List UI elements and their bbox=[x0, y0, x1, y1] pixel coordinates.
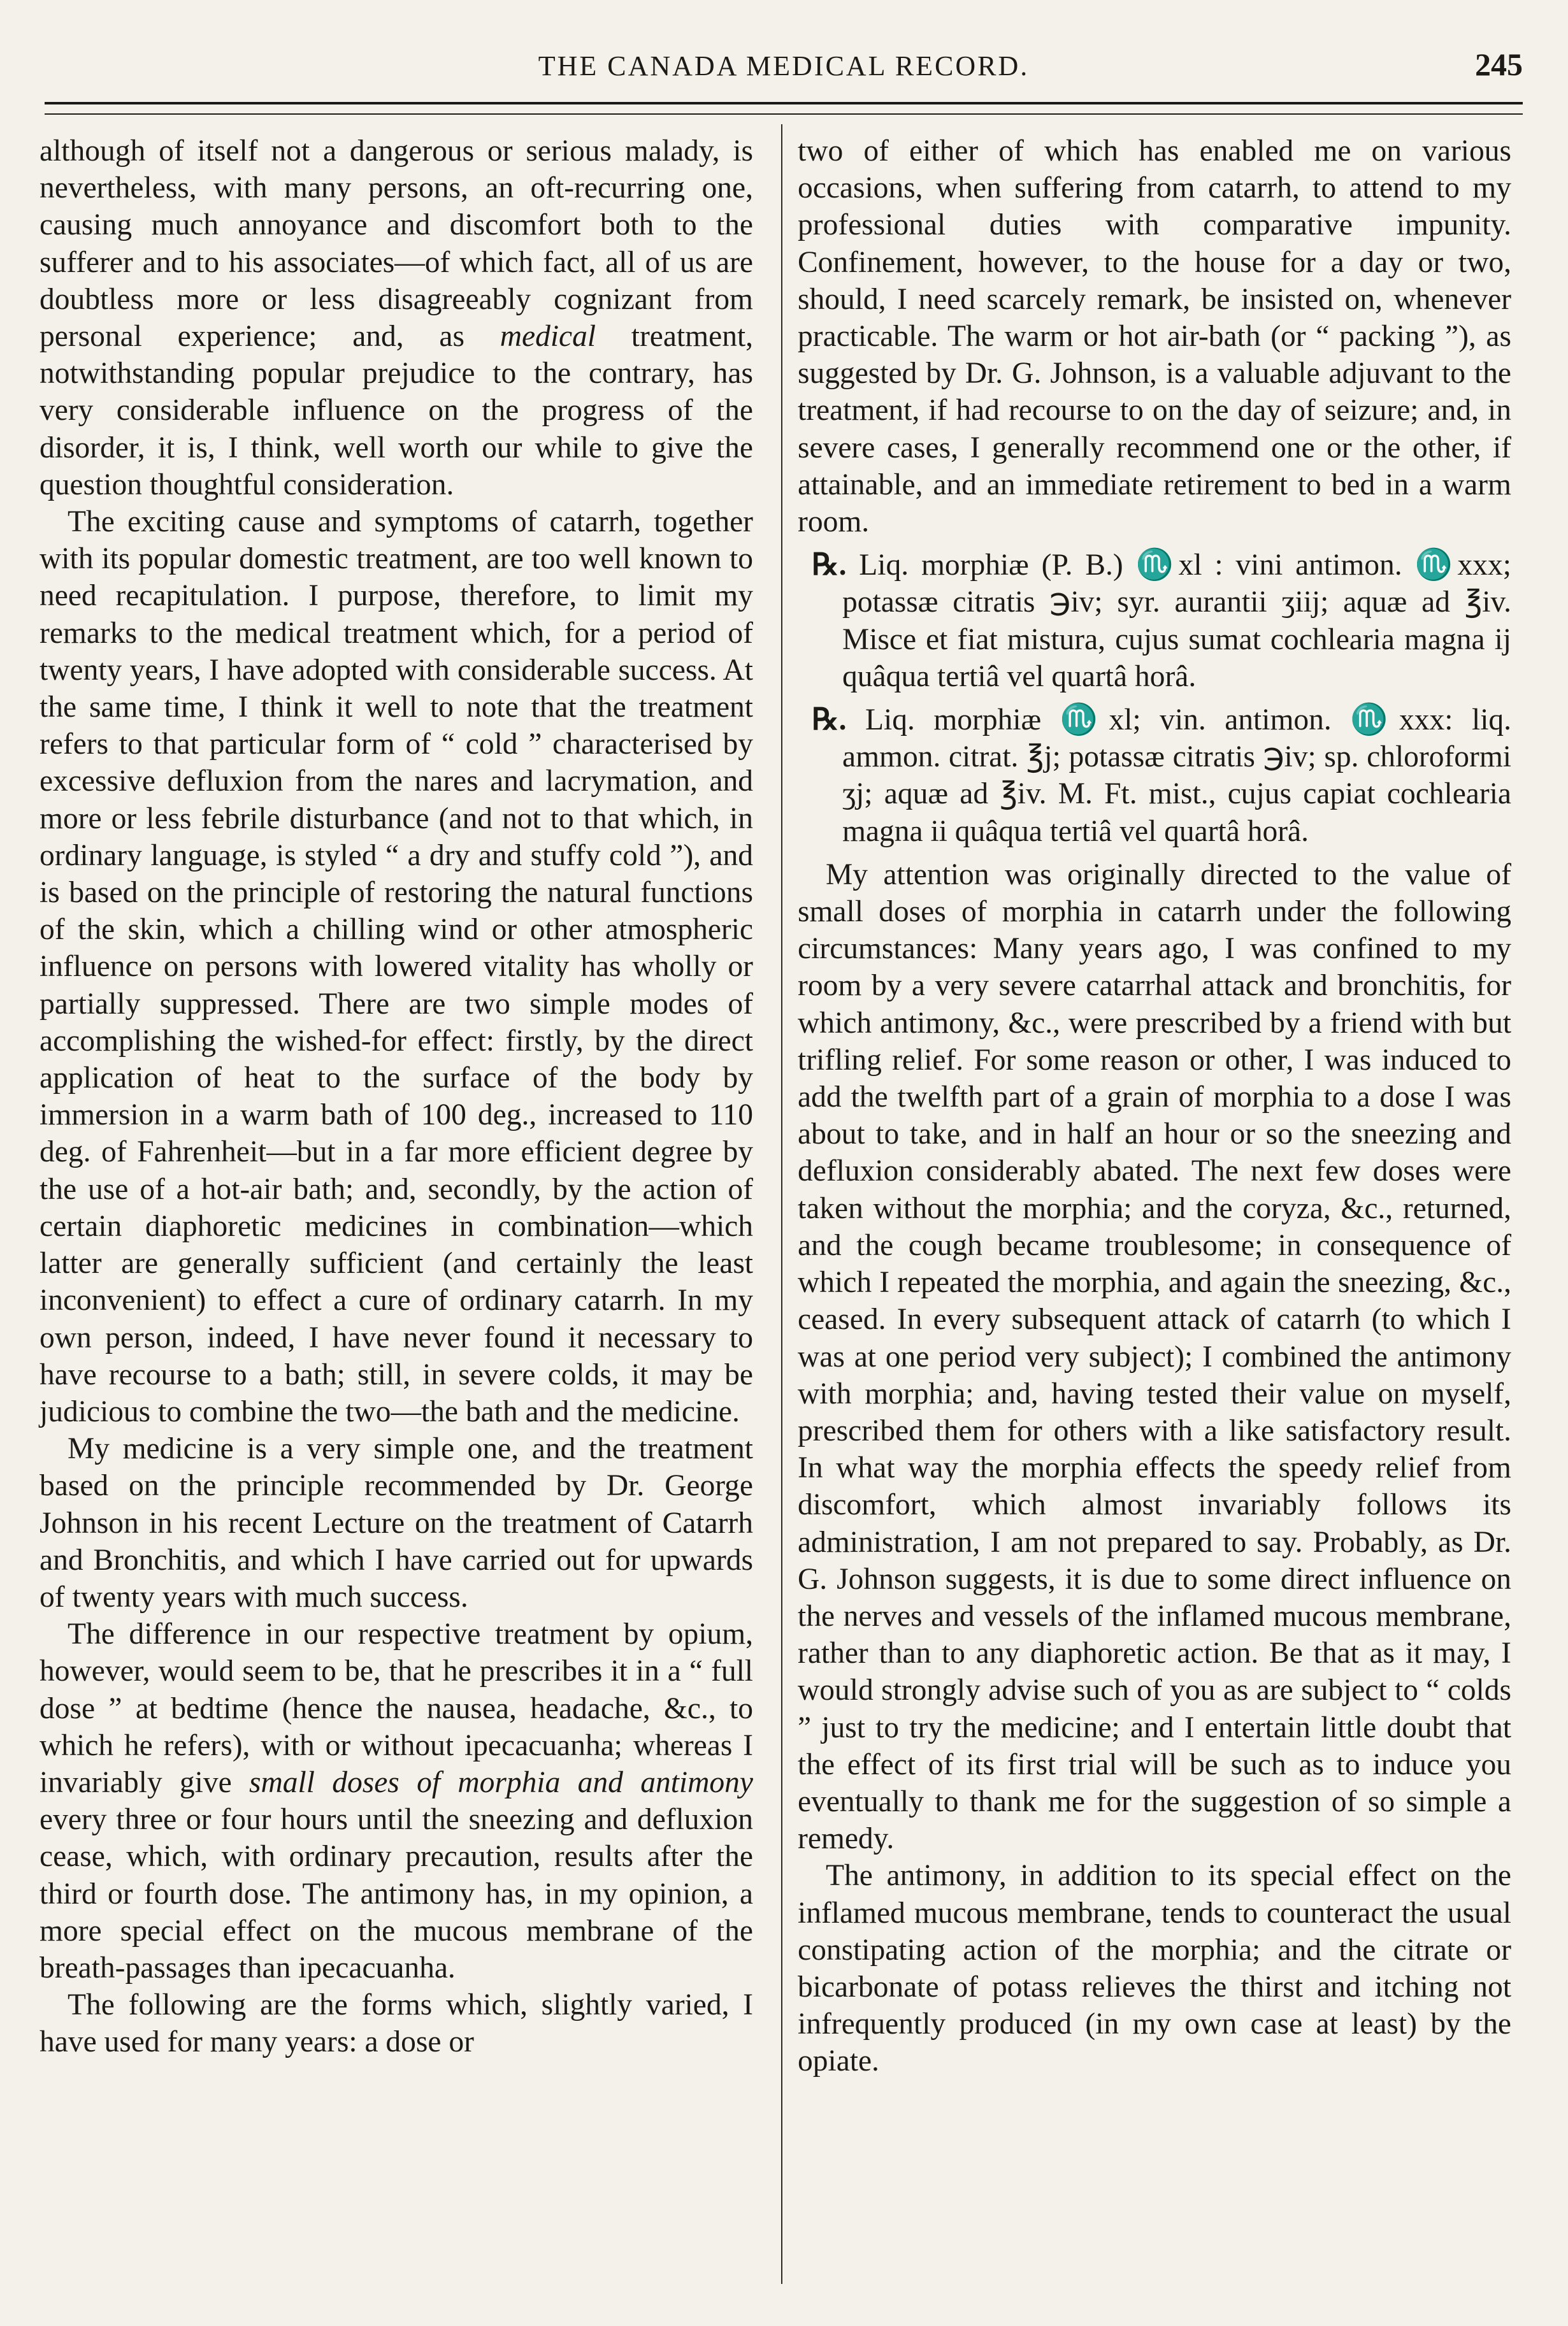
right-column bbox=[798, 133, 1511, 2080]
running-title: THE CANADA MEDICAL RECORD. bbox=[538, 50, 1030, 82]
left-paragraph-1: although of itself not a dangerous or serious malady, is nevertheless, with many persons, an oft-recurring one, causing much annoyance and discomfort both to the sufferer and to his associates—of which fact, all of us are doubtless more or less disagreeably cognizant from personal experience; and, as medical treatment, notwithstanding popular prejudice to the contrary, has very considerable influence on the progress of the disorder, it is, I think, well worth our while to give the question thoughtful consideration. bbox=[40, 134, 754, 501]
right-paragraph-2: My attention was originally directed to the value of small doses of morphia in catarrh under the following circumstances: Many years ago, I was confined to my room by a very severe catarrhal attack and bronchitis, for which antimony, &c., were prescribed by a friend with but trifling relief. For some reason or other, I was induced to add the twelfth part of a grain of morphia to a dose I was about to take, and in half an hour or so the sneezing and defluxion considerably abated. The next few doses were taken without the morphia; and the coryza, &c., returned, and the cough became troublesome; in consequence of which I repeated the morphia, and again the sneezing, &c., ceased. In every subsequent attack of catarrh (to which I was at one period very subject); I combined the antimony with morphia; and, having tested their value on myself, prescribed them for others with a like satisfactory result. In what way the morphia effects the speedy relief from discomfort, which almost invariably follows its administration, I am not prepared to say. Probably, as Dr. G. Johnson suggests, it is due to some direct influence on the nerves and vessels of the inflamed mucous membrane, rather than to any diaphoretic action. Be that as it may, I would strongly advise such of you as are subject to “ colds ” just to try the medicine; and I entertain little doubt that the effect of its first trial will be such as to induce you eventually to thank me for the suggestion of so simple a remedy. bbox=[798, 858, 1511, 1856]
prescription-1 bbox=[798, 547, 1511, 695]
prescription-2-text: Liq. morphiæ ♏xl; vin. antimon. ♏xxx: liq. ammon. citrat. ℥j; potassæ citratis ℈iv; sp. chloroformi ʒj; aquæ ad ℥iv. M. Ft. mist., cujus capiat cochlearia magna ii quâqua tertiâ vel quartâ horâ. bbox=[842, 703, 1512, 848]
right-paragraph-3: The antimony, in addition to its special effect on the inflamed mucous membrane, tends to counteract the usual constipating action of the morphia; and the citrate or bicarbonate of potass relieves the thirst and itching not infrequently produced (in my own case at least) by the opiate. bbox=[798, 1859, 1511, 2078]
rx-icon: ℞. bbox=[812, 549, 847, 582]
emphasis-medical: medical bbox=[500, 320, 596, 354]
column-divider bbox=[781, 124, 782, 2284]
left-paragraph-3: My medicine is a very simple one, and the treatment based on the principle recommended by Dr. George Johnson in his recent Lecture on the treatment of Catarrh and Bronchitis, and which I have carried out for upwards of twenty years with much success. bbox=[40, 1432, 753, 1614]
prescription-1-text: Liq. morphiæ (P. B.) ♏xl : vini antimon. ♏xxx; potassæ citratis ℈iv; syr. aurantii ʒiij; aquæ ad ℥iv. Misce et fiat mistura, cujus sumat cochlearia magna ij quâqua tertiâ vel quartâ horâ. bbox=[842, 549, 1511, 693]
page-header bbox=[45, 47, 1523, 94]
page-number: 245 bbox=[1475, 47, 1523, 82]
left-paragraph-5: The following are the forms which, slightly varied, I have used for many years: a dose or bbox=[40, 1988, 753, 2059]
emphasis-small-doses: small doses of morphia and antimony bbox=[248, 1765, 753, 1799]
left-paragraph-2: The exciting cause and symptoms of catarrh, together with its popular domestic treatment, are too well known to need recapitulation. I purpose, therefore, to limit my remarks to the medical treatment which, for a period of twenty years, I have adopted with considerable success. At the same time, I think it well to note that the treatment refers to that particular form of “ cold ” characterised by excessive defluxion from the nares and lacrymation, and more or less febrile disturbance (and not to that which, in ordinary language, is styled “ a dry and stuffy cold ”), and is based on the principle of restoring the natural functions of the skin, which a chilling wind or other atmospheric influence on persons with lowered vitality has wholly or partially suppressed. There are two simple modes of accomplishing the wished-for effect: firstly, by the direct application of heat to the surface of the body by immersion in a warm bath of 100 deg., increased to 110 deg. of Fahrenheit—but in a far more efficient degree by the use of a hot-air bath; and, secondly, by the action of certain diaphoretic medicines in combination—which latter are generally sufficient (and certainly the least inconvenient) to effect a cure of ordinary catarrh. In my own person, indeed, I have never found it necessary to have recourse to a bath; still, in severe colds, it may be judicious to combine the two—the bath and the medicine. bbox=[40, 505, 753, 1428]
header-rule-thin bbox=[45, 113, 1523, 115]
header-rule-thick bbox=[45, 102, 1523, 104]
right-paragraph-1: two of either of which has enabled me on various occasions, when suffering from catarrh, to attend to my professional duties with comparative impunity. Confinement, however, to the house for a day or two, should, I need scarcely remark, be insisted on, whenever practicable. The warm or hot air-bath (or “ packing ”), as suggested by Dr. G. Johnson, is a valuable adjuvant to the treatment, if had recourse to on the day of seizure; and, in severe cases, I generally recommend one or the other, if attainable, and an immediate retirement to bed in a warm room. bbox=[798, 134, 1511, 539]
left-column bbox=[40, 133, 753, 2061]
left-paragraph-4: The difference in our respective treatment by opium, however, would seem to be, that he prescribes it in a “ full dose ” at bedtime (hence the nausea, headache, &c., to which he refers), with or without ipecacuanha; whereas I invariably give small doses of morphia and antimony every three or four hours until the sneezing and defluxion cease, which, with ordinary precaution, results after the third or fourth dose. The antimony has, in my opinion, a more special effect on the mucous membrane of the breath-passages than ipecacuanha. bbox=[40, 1618, 753, 1985]
rx-icon: ℞. bbox=[812, 703, 847, 737]
prescription-2 bbox=[798, 701, 1511, 850]
